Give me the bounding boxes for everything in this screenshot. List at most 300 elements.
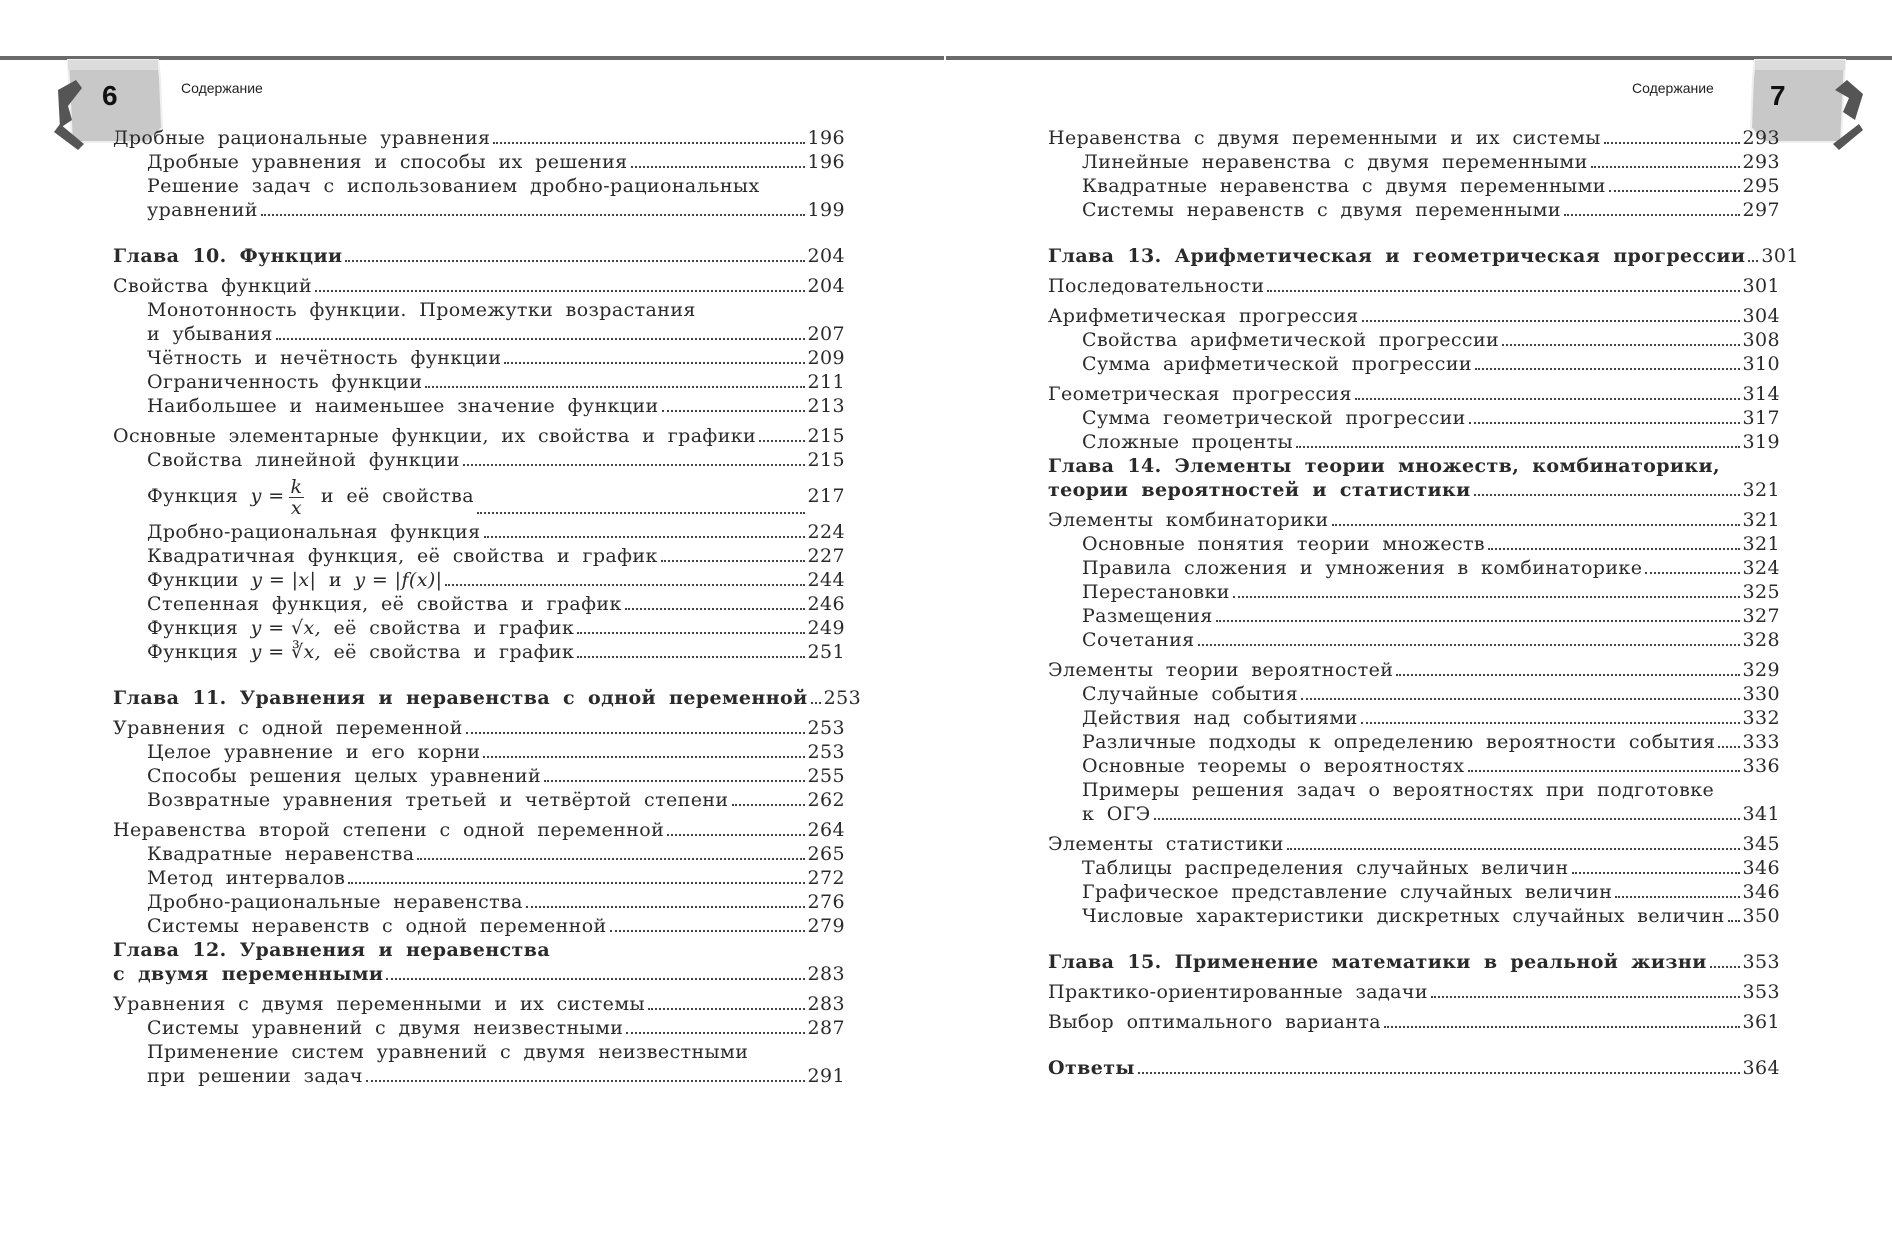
running-head-left: Содержание <box>181 80 263 96</box>
toc-subsection-entry[interactable] <box>113 914 845 938</box>
entry-title: Дробные рациональные уравнения <box>113 127 491 149</box>
entry-title: Свойства арифметической прогрессии <box>1082 329 1500 351</box>
entry-title-line1: Примеры решения задач о вероятностях при подготовке <box>1082 779 1715 801</box>
entry-title-line2: при решении задач <box>147 1065 363 1087</box>
title-suffix: её свойства и график <box>333 617 575 639</box>
dot-leader <box>661 560 805 562</box>
toc-section-entry[interactable] <box>1048 658 1780 682</box>
entry-title: Элементы статистики <box>1048 833 1284 855</box>
toc-subsection-entry[interactable] <box>1048 628 1780 652</box>
entry-title: Метод интервалов <box>147 867 346 889</box>
page-number[interactable]: 301 <box>1742 275 1780 297</box>
toc-chapter-entry[interactable] <box>1048 950 1780 974</box>
page-number[interactable]: 350 <box>1742 905 1780 927</box>
title-prefix: Функция <box>147 641 239 663</box>
page-number[interactable]: 345 <box>1742 833 1780 855</box>
page-number[interactable]: 276 <box>807 891 845 913</box>
dot-leader <box>577 632 804 634</box>
page-number[interactable]: 327 <box>1742 605 1780 627</box>
dot-leader <box>1468 770 1740 772</box>
page-number[interactable]: 332 <box>1742 707 1780 729</box>
title-suffix: и её свойства <box>320 485 474 507</box>
page-number[interactable]: 293 <box>1742 127 1780 149</box>
entry-title: Наибольшее и наименьшее значение функции <box>147 395 659 417</box>
page-number[interactable]: 321 <box>1742 509 1780 531</box>
entry-title: Способы решения целых уравнений <box>147 765 542 787</box>
dot-leader <box>1609 190 1740 192</box>
entry-title <box>147 640 574 664</box>
toc-subsection-entry[interactable] <box>1048 904 1780 928</box>
page-number[interactable]: 353 <box>1742 951 1780 973</box>
entry-title: Сумма геометрической прогрессии <box>1082 407 1466 429</box>
page-number[interactable]: 341 <box>1742 803 1780 825</box>
entry-title: Линейные неравенства с двумя переменными <box>1082 151 1588 173</box>
page-number[interactable]: 215 <box>807 425 845 447</box>
toc-title-line <box>1048 478 1780 502</box>
page-number[interactable]: 207 <box>807 323 845 345</box>
toc-subsection-entry[interactable] <box>113 394 845 418</box>
entry-title: Степенная функция, её свойства и график <box>147 593 622 615</box>
toc-subsection-entry[interactable] <box>113 298 845 346</box>
entry-title: Дробно-рациональная функция <box>147 521 481 543</box>
page-number[interactable]: 336 <box>1742 755 1780 777</box>
dot-leader <box>484 536 805 538</box>
entry-title-line2: уравнений <box>147 199 258 221</box>
dot-leader <box>1572 872 1740 874</box>
entry-title: Квадратичная функция, её свойства и график <box>147 545 658 567</box>
toc-subsection-entry[interactable] <box>113 370 845 394</box>
fraction-denominator: x <box>290 496 303 519</box>
toc-subsection-entry[interactable] <box>1048 754 1780 778</box>
entry-title: Возвратные уравнения третьей и четвёртой степени <box>147 789 729 811</box>
toc-subsection-entry[interactable] <box>113 346 845 370</box>
page-number[interactable]: 262 <box>807 789 845 811</box>
dot-leader <box>1474 494 1740 496</box>
page-number-left: 6 <box>102 80 118 111</box>
page-number[interactable]: 265 <box>807 843 845 865</box>
entry-title: Случайные события <box>1082 683 1299 705</box>
toc-subsection-entry[interactable] <box>113 448 845 472</box>
dot-leader <box>348 882 804 884</box>
dot-leader <box>1233 596 1740 598</box>
page-number[interactable]: 304 <box>1742 305 1780 327</box>
entry-title: Квадратные неравенства с двумя переменными <box>1082 175 1606 197</box>
toc-subsection-entry[interactable] <box>113 472 845 520</box>
page-number[interactable]: 321 <box>1742 533 1780 555</box>
toc-section-entry[interactable] <box>113 716 845 740</box>
entry-title: Арифметическая прогрессия <box>1048 305 1359 327</box>
toc-title-line <box>113 174 845 198</box>
entry-title: Сложные проценты <box>1082 431 1294 453</box>
toc-section-entry[interactable] <box>113 424 845 448</box>
toc-section-entry[interactable] <box>1048 274 1780 298</box>
page-number[interactable]: 346 <box>1742 857 1780 879</box>
toc-title-line <box>113 1064 845 1088</box>
toc-chapter-entry[interactable] <box>113 244 845 268</box>
toc-title-line <box>1048 454 1780 478</box>
page-number[interactable]: 264 <box>807 819 845 841</box>
entry-title-line2: теории вероятностей и статистики <box>1048 479 1471 501</box>
entry-title: Системы уравнений с двумя неизвестными <box>147 1017 624 1039</box>
entry-title: Таблицы распределения случайных величин <box>1082 857 1569 879</box>
entry-title: Уравнения с одной переменной <box>113 717 463 739</box>
dot-leader <box>477 512 805 514</box>
toc-chapter-entry[interactable] <box>1048 244 1799 268</box>
page-number[interactable]: 249 <box>807 617 845 639</box>
page-number[interactable]: 253 <box>807 741 845 763</box>
entry-title: Основные понятия теории множеств <box>1082 533 1486 555</box>
dot-leader <box>1138 1072 1740 1074</box>
dot-leader <box>445 584 804 586</box>
dot-leader <box>1475 368 1740 370</box>
page-number[interactable]: 272 <box>807 867 845 889</box>
toc-subsection-entry[interactable] <box>113 1016 845 1040</box>
toc-subsection-entry[interactable] <box>1048 778 1780 826</box>
toc-subsection-entry[interactable] <box>1048 174 1780 198</box>
math-formula: y = <box>250 485 285 507</box>
entry-title: Числовые характеристики дискретных случайных величин <box>1082 905 1725 927</box>
dot-leader <box>1301 698 1740 700</box>
page-number[interactable]: 199 <box>807 199 845 221</box>
page-number[interactable]: 251 <box>807 641 845 663</box>
entry-title: Элементы теории вероятностей <box>1048 659 1394 681</box>
dot-leader <box>631 166 805 168</box>
dot-leader <box>662 410 805 412</box>
entry-title: Различные подходы к определению вероятности события <box>1082 731 1716 753</box>
toc-subsection-entry[interactable] <box>113 174 845 222</box>
toc-subsection-entry[interactable] <box>113 866 845 890</box>
toc-subsection-entry[interactable] <box>1048 430 1780 454</box>
dot-leader <box>1469 422 1740 424</box>
toc-subsection-entry[interactable] <box>1048 556 1780 580</box>
entry-title: Перестановки <box>1082 581 1230 603</box>
page-number[interactable]: 328 <box>1742 629 1780 651</box>
dot-leader <box>386 978 804 980</box>
entry-title: Основные теоремы о вероятностях <box>1082 755 1465 777</box>
entry-title: Чётность и нечётность функции <box>147 347 502 369</box>
entry-title: Свойства функций <box>113 275 313 297</box>
entry-title: Графическое представление случайных величин <box>1082 881 1613 903</box>
entry-title: Геометрическая прогрессия <box>1048 383 1352 405</box>
dot-leader <box>1296 446 1740 448</box>
toc-section-entry[interactable] <box>113 126 845 150</box>
math-formula-2: y = |f(x)| <box>354 569 443 591</box>
page-number[interactable]: 287 <box>807 1017 845 1039</box>
toc-subsection-entry[interactable] <box>1048 328 1780 352</box>
page-number[interactable]: 346 <box>1742 881 1780 903</box>
toc-subsection-entry[interactable] <box>1048 730 1780 754</box>
toc-title-line <box>113 1040 845 1064</box>
dot-leader <box>1710 966 1740 968</box>
toc-section-entry[interactable] <box>113 818 845 842</box>
entry-title: Дробно-рациональные неравенства <box>147 891 523 913</box>
dot-leader <box>732 804 805 806</box>
dot-leader <box>1718 746 1739 748</box>
toc-subsection-entry[interactable] <box>1048 532 1780 556</box>
title-prefix: Функция <box>147 617 239 639</box>
dot-leader <box>1591 166 1740 168</box>
entry-title <box>147 568 442 592</box>
dot-leader <box>1198 644 1740 646</box>
dot-leader <box>1355 398 1740 400</box>
entry-title <box>147 472 474 520</box>
dot-leader <box>1287 848 1740 850</box>
entry-title-line1: Глава 12. Уравнения и неравенства <box>113 939 551 961</box>
entry-title-line1: Глава 14. Элементы теории множеств, комбинаторики, <box>1048 455 1721 477</box>
toc-subsection-entry[interactable] <box>113 520 845 544</box>
dot-leader <box>1154 818 1740 820</box>
page-number[interactable]: 330 <box>1742 683 1780 705</box>
page-number[interactable]: 308 <box>1742 329 1780 351</box>
toc-subsection-entry[interactable] <box>113 890 845 914</box>
dot-leader <box>504 362 804 364</box>
entry-title: Ограниченность функции <box>147 371 423 393</box>
page-number[interactable]: 253 <box>807 717 845 739</box>
dot-leader <box>493 142 804 144</box>
title-prefix: Функции <box>147 569 239 591</box>
entry-title: Квадратные неравенства <box>147 843 415 865</box>
toc-subsection-entry[interactable] <box>1048 604 1780 628</box>
page-number[interactable]: 319 <box>1742 431 1780 453</box>
entry-title: Системы неравенств с двумя переменными <box>1082 199 1561 221</box>
entry-title: Основные элементарные функции, их свойства и графики <box>113 425 757 447</box>
toc-subsection-entry[interactable] <box>113 616 845 640</box>
toc-section-entry[interactable] <box>1048 832 1780 856</box>
dot-leader <box>1604 142 1740 144</box>
page-number[interactable]: 317 <box>1742 407 1780 429</box>
entry-title: Последовательности <box>1048 275 1265 297</box>
toc-subsection-entry[interactable] <box>113 842 845 866</box>
toc-subsection-entry[interactable] <box>1048 682 1780 706</box>
fraction <box>289 477 305 518</box>
page-number[interactable]: 217 <box>807 485 845 507</box>
toc-subsection-entry[interactable] <box>1048 580 1780 604</box>
page-number[interactable]: 295 <box>1742 175 1780 197</box>
toc-chapter-entry[interactable] <box>113 938 845 986</box>
toc-title-line <box>113 198 845 222</box>
dot-leader <box>345 260 804 262</box>
page-number[interactable]: 204 <box>807 245 845 267</box>
page-number[interactable]: 224 <box>807 521 845 543</box>
math-formula: y = ∛x, <box>250 641 322 663</box>
entry-title: Сочетания <box>1082 629 1195 651</box>
entry-title: Размещения <box>1082 605 1213 627</box>
page-number[interactable]: 204 <box>807 275 845 297</box>
entry-title: Глава 13. Арифметическая и геометрическая прогрессии <box>1048 245 1746 267</box>
page-number[interactable]: 324 <box>1742 557 1780 579</box>
entry-title-line1: Решение задач с использованием дробно-рациональных <box>147 175 760 197</box>
entry-title: Целое уравнение и его корни <box>147 741 481 763</box>
entry-title-line2: с двумя переменными <box>113 963 384 985</box>
page-number[interactable]: 283 <box>807 993 845 1015</box>
entry-title: Неравенства второй степени с одной переменной <box>113 819 665 841</box>
title-prefix: Функция <box>147 485 239 507</box>
dot-leader <box>417 858 804 860</box>
entry-title: Правила сложения и умножения в комбинаторике <box>1082 557 1643 579</box>
entry-title: Глава 10. Функции <box>113 245 343 267</box>
dot-leader <box>366 1080 805 1082</box>
page-number[interactable]: 314 <box>1742 383 1780 405</box>
entry-title: Глава 11. Уравнения и неравенства с одной переменной <box>113 687 808 709</box>
page-number[interactable]: 196 <box>807 127 845 149</box>
dot-leader <box>1267 290 1739 292</box>
toc-subsection-entry[interactable] <box>113 592 845 616</box>
toc-chapter-entry[interactable] <box>1048 454 1780 502</box>
entry-title: Глава 15. Применение математики в реальной жизни <box>1048 951 1707 973</box>
entry-title: Неравенства с двумя переменными и их системы <box>1048 127 1601 149</box>
page-number[interactable]: 333 <box>1742 731 1780 753</box>
math-formula: y = |x| <box>251 569 317 591</box>
dot-leader <box>544 780 804 782</box>
toc-chapter-entry[interactable] <box>113 686 862 710</box>
page-number[interactable]: 253 <box>823 687 862 709</box>
toc-subsection-entry[interactable] <box>1048 352 1780 376</box>
entry-title-line2: и убывания <box>147 323 273 345</box>
page-number[interactable]: 361 <box>1742 1011 1780 1033</box>
entry-title: Действия над событиями <box>1082 707 1358 729</box>
dot-leader <box>1748 260 1758 262</box>
title-middle: и <box>328 569 342 591</box>
toc-section-entry[interactable] <box>1048 126 1780 150</box>
dot-leader <box>463 464 805 466</box>
page-number[interactable]: 279 <box>807 915 845 937</box>
dot-leader <box>1216 620 1740 622</box>
dot-leader <box>610 930 805 932</box>
title-suffix: её свойства и график <box>333 641 575 663</box>
page-number[interactable]: 255 <box>807 765 845 787</box>
dot-leader <box>1645 572 1739 574</box>
toc-title-line <box>1048 778 1780 802</box>
dot-leader <box>1615 896 1739 898</box>
page-number[interactable]: 364 <box>1742 1057 1780 1079</box>
toc-subsection-entry[interactable] <box>1048 856 1780 880</box>
entry-title-line2: к ОГЭ <box>1082 803 1151 825</box>
dot-leader <box>466 732 805 734</box>
toc-subsection-entry[interactable] <box>113 150 845 174</box>
toc-subsection-entry[interactable] <box>1048 198 1780 222</box>
entry-title <box>147 616 574 640</box>
toc-subsection-entry[interactable] <box>113 1040 845 1088</box>
dot-leader <box>1396 674 1739 676</box>
running-head-right: Содержание <box>1632 80 1714 96</box>
dot-leader <box>577 656 804 658</box>
dot-leader <box>276 338 805 340</box>
page-number[interactable]: 310 <box>1742 353 1780 375</box>
page-number[interactable]: 301 <box>1761 245 1799 267</box>
toc-title-line <box>113 298 845 322</box>
dot-leader <box>625 608 805 610</box>
page-number[interactable]: 283 <box>807 963 845 985</box>
dot-leader <box>1332 524 1740 526</box>
toc-chapter-entry[interactable] <box>1048 1056 1780 1080</box>
page-number-right: 7 <box>1770 80 1786 111</box>
entry-title-line1: Применение систем уравнений с двумя неизвестными <box>147 1041 749 1063</box>
dot-leader <box>1431 996 1740 998</box>
toc-title-line <box>113 962 845 986</box>
toc-section-entry[interactable] <box>113 992 845 1016</box>
toc-section-entry[interactable] <box>1048 508 1780 532</box>
entry-title: Системы неравенств с одной переменной <box>147 915 607 937</box>
page-number[interactable]: 291 <box>807 1065 845 1087</box>
page-number[interactable]: 321 <box>1742 479 1780 501</box>
toc-title-line <box>1048 802 1780 826</box>
toc-section-entry[interactable] <box>113 274 845 298</box>
toc-section-entry[interactable] <box>1048 382 1780 406</box>
dot-leader <box>626 1032 804 1034</box>
toc-section-entry[interactable] <box>1048 304 1780 328</box>
dot-leader <box>315 290 804 292</box>
toc-right-page <box>1048 126 1799 1080</box>
dot-leader <box>811 702 821 704</box>
dot-leader <box>1362 320 1740 322</box>
dot-leader <box>648 1008 805 1010</box>
dot-leader <box>1728 920 1740 922</box>
page-number[interactable]: 215 <box>807 449 845 471</box>
toc-title-line <box>113 322 845 346</box>
dot-leader <box>526 906 805 908</box>
toc-subsection-entry[interactable] <box>1048 406 1780 430</box>
entry-title-line1: Монотонность функции. Промежутки возрастания <box>147 299 696 321</box>
toc-subsection-entry[interactable] <box>113 640 845 664</box>
page-number[interactable]: 293 <box>1742 151 1780 173</box>
entry-title: Сумма арифметической прогрессии <box>1082 353 1472 375</box>
dot-leader <box>667 834 804 836</box>
fraction-numerator: k <box>290 475 303 498</box>
page-number[interactable]: 329 <box>1742 659 1780 681</box>
dot-leader <box>1564 214 1740 216</box>
dot-leader <box>759 440 804 442</box>
page-number[interactable]: 244 <box>807 569 845 591</box>
dot-leader <box>483 756 804 758</box>
toc-subsection-entry[interactable] <box>1048 706 1780 730</box>
dot-leader <box>1384 1026 1740 1028</box>
toc-section-entry[interactable] <box>1048 980 1780 1004</box>
dot-leader <box>1361 722 1740 724</box>
entry-title: Свойства линейной функции <box>147 449 460 471</box>
entry-title: Ответы <box>1048 1057 1135 1079</box>
page-number[interactable]: 227 <box>807 545 845 567</box>
toc-subsection-entry[interactable] <box>113 568 845 592</box>
entry-title: Элементы комбинаторики <box>1048 509 1329 531</box>
toc-subsection-entry[interactable] <box>113 788 845 812</box>
page-number[interactable]: 211 <box>807 371 845 393</box>
toc-subsection-entry[interactable] <box>113 764 845 788</box>
entry-title: Практико-ориентированные задачи <box>1048 981 1428 1003</box>
toc-subsection-entry[interactable] <box>1048 880 1780 904</box>
toc-subsection-entry[interactable] <box>113 740 845 764</box>
toc-left-page <box>113 126 862 1088</box>
page-number[interactable]: 196 <box>807 151 845 173</box>
page-number[interactable]: 209 <box>807 347 845 369</box>
page-number[interactable]: 213 <box>807 395 845 417</box>
toc-title-line <box>113 938 845 962</box>
dot-leader <box>425 386 804 388</box>
page-number[interactable]: 353 <box>1742 981 1780 1003</box>
toc-subsection-entry[interactable] <box>113 544 845 568</box>
entry-title: Дробные уравнения и способы их решения <box>147 151 628 173</box>
entry-title: Уравнения с двумя переменными и их системы <box>113 993 646 1015</box>
page-number[interactable]: 325 <box>1742 581 1780 603</box>
dot-leader <box>1502 344 1739 346</box>
entry-title: Выбор оптимального варианта <box>1048 1011 1381 1033</box>
dot-leader <box>1488 548 1740 550</box>
toc-section-entry[interactable] <box>1048 1010 1780 1034</box>
page-number[interactable]: 297 <box>1742 199 1780 221</box>
math-formula: y = √x, <box>250 617 322 639</box>
dot-leader <box>261 214 805 216</box>
page-number[interactable]: 246 <box>807 593 845 615</box>
toc-subsection-entry[interactable] <box>1048 150 1780 174</box>
